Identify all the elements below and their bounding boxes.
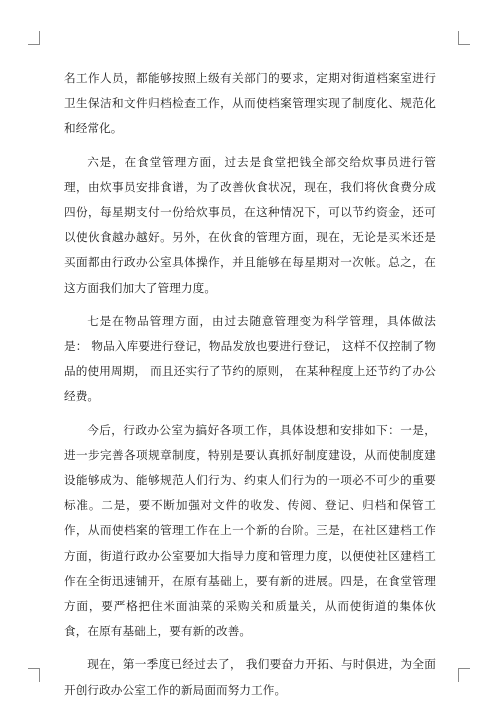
document-body	[64, 66, 436, 711]
paragraph-conclusion: 现在，第一季度已经过去了， 我们要奋力开拓、与时俱进，为全面开创行政办公室工作的新局面而努力工作。	[64, 657, 436, 697]
paragraph-canteen-management: 六是，在食堂管理方面，过去是食堂把钱全部交给炊事员进行管理，由炊事员安排食谱，为了改善伙食状况，现在，我们将伙食费分成四份，每星期支付一份给炊事员，在这种情况下，可以节约资金，还可以使伙食越办越好。另外，在伙食的管理方面，现在，无论是买米还是买面都由行政办公室具体操作，并且能够在每星期对一次帐。总之，在这方面我们加大了管理力度。	[64, 154, 436, 295]
paragraph-future-plans: 今后，行政办公室为搞好各项工作，具体设想和安排如下：一是，进一步完善各项规章制度，特别是要认真抓好制度建设，从而使制度建设能够成为、能够规范人们行为、约束人们行为的一项必不可少的重要标准。二是，要不断加强对文件的收发、传阅、登记、归档和保管工作，从而使档案的管理工作在上一个新的台阶。三是，在社区建档工作方面，街道行政办公室要加大指导力度和管理力度，以便使社区建档工作在全街迅速铺开，在原有基础上，要有新的进展。四是，在食堂管理方面，要严格把住米面油菜的采购关和质量关，从而使街道的集体伙食，在原有基础上，要有新的改善。	[64, 422, 436, 639]
crop-mark-bottom-right	[458, 668, 470, 682]
crop-mark-bottom-left	[28, 668, 40, 682]
paragraph-continuation: 名工作人员，都能够按照上级有关部门的要求，定期对街道档案室进行卫生保洁和文件归档检查工作，从而使档案管理实现了制度化、规范化和经常化。	[64, 71, 436, 136]
paragraph-goods-management: 七是在物品管理方面，由过去随意管理变为科学管理，具体做法是： 物品入库要进行登记，物品发放也要进行登记， 这样不仅控制了物品的使用周期， 而且还实行了节约的原则， 在某种程度上还节约了办公经费。	[64, 313, 436, 404]
crop-mark-top-right	[458, 31, 470, 45]
crop-mark-top-left	[28, 31, 40, 45]
